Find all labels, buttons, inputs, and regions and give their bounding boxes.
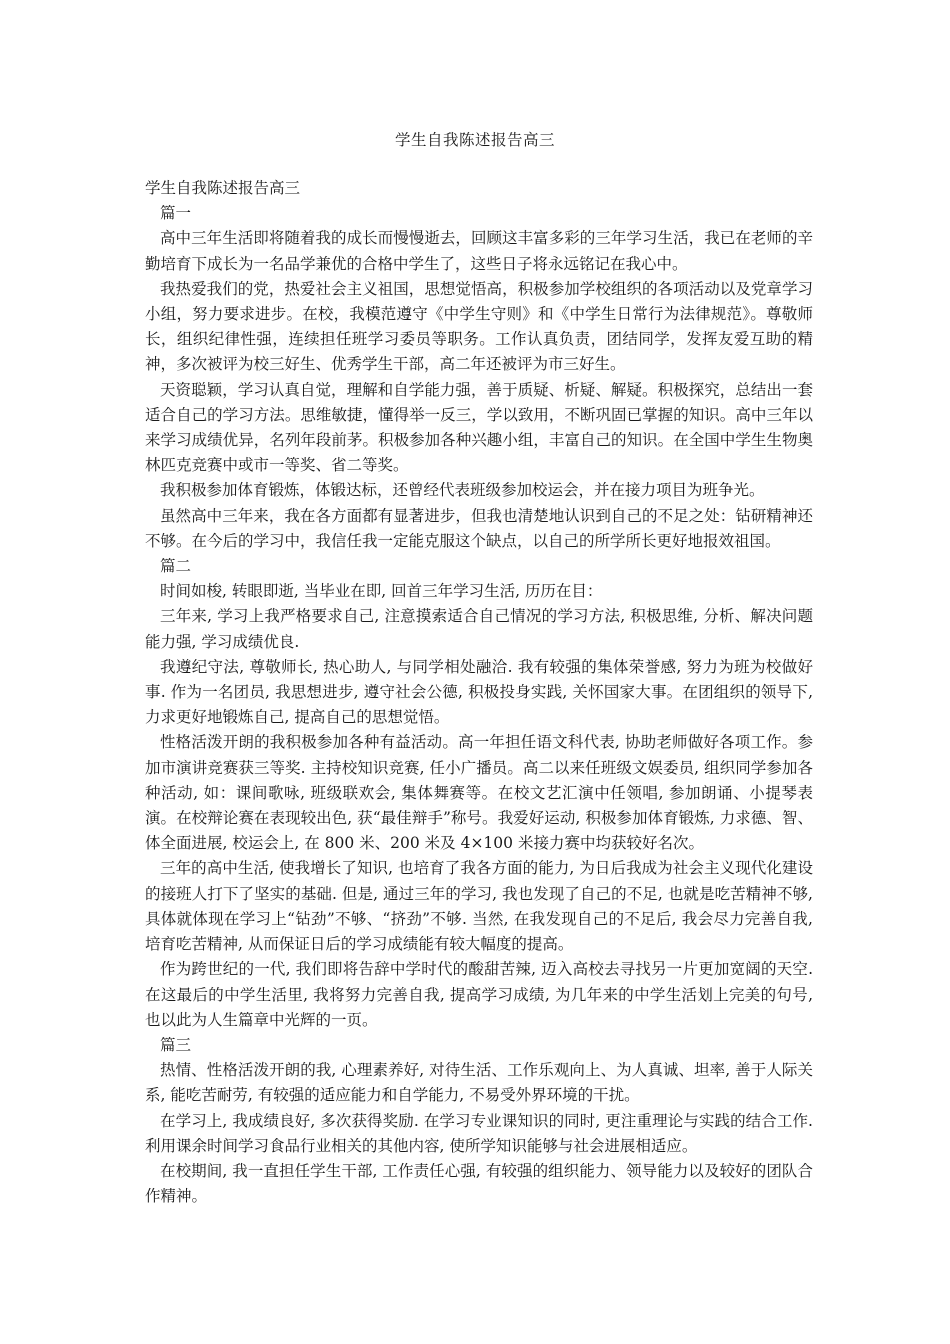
paragraph: 天资聪颖，学习认真自觉，理解和自学能力强，善于质疑、析疑、解疑。积极探究，总结出一套适合自己的学习方法。思维敏捷，懂得举一反三，学以致用，不断巩固已掌握的知识。高中三年以来学习成绩优异，名列年段前茅。积极参加各种兴趣小组，丰富自己的知识。在全国中学生生物奥林匹克竞赛中或市一等奖、省二等奖。 bbox=[145, 380, 813, 475]
paragraph: 三年来, 学习上我严格要求自己, 注意摸索适合自己情况的学习方法, 积极思维, 分析、解决问题能力强, 学习成绩优良. bbox=[145, 607, 813, 651]
document-body bbox=[145, 176, 813, 1209]
document-subtitle: 学生自我陈述报告高三 bbox=[145, 179, 301, 197]
paragraph: 我热爱我们的党，热爱社会主义祖国，思想觉悟高，积极参加学校组织的各项活动以及党章学习小组，努力要求进步。在校，我模范遵守《中学生守则》和《中学生日常行为法律规范》。尊敬师长，组织纪律性强，连续担任班学习委员等职务。工作认真负责，团结同学，发挥友爱互助的精神，多次被评为校三好生、优秀学生干部，高二年还被评为市三好生。 bbox=[145, 279, 813, 374]
section-label-1: 篇一 bbox=[160, 204, 192, 223]
paragraph: 性格活泼开朗的我积极参加各种有益活动。高一年担任语文科代表, 协助老师做好各项工作。参加市演讲竞赛获三等奖. 主持校知识竞赛, 任小广播员。高二以来任班级文娱委员, 组织同学参加各种活动, 如：课间歌咏, 班级联欢会, 集体舞赛等。在校文艺汇演中任领唱, 参加朗诵、小提琴表演。在校辩论赛在表现较出色, 获“最佳辩手”称号。我爱好运动, 积极参加体育锻炼, 力求德、智、体全面进展, 校运会上, 在 800 米、200 米及 4×100 米接力赛中均获较好名次。 bbox=[145, 733, 813, 853]
paragraph: 我遵纪守法, 尊敬师长, 热心助人, 与同学相处融洽. 我有较强的集体荣誉感, 努力为班为校做好事. 作为一名团员, 我思想进步, 遵守社会公德, 积极投身实践, 关怀国家大事。在团组织的领导下, 力求更好地锻炼自己, 提高自己的思想觉悟。 bbox=[145, 657, 813, 727]
paragraph: 三年的高中生活, 使我增长了知识, 也培育了我各方面的能力, 为日后我成为社会主义现代化建设的接班人打下了坚实的基础. 但是, 通过三年的学习, 我也发现了自己的不足, 也就是吃苦精神不够, 具体就体现在学习上“钻劲”不够、“挤劲”不够. 当然, 在我发现自己的不足后, 我会尽力完善自我, 培育吃苦精神, 从而保证日后的学习成绩能有较大幅度的提高。 bbox=[145, 859, 813, 954]
paragraph: 我积极参加体育锻炼，体锻达标，还曾经代表班级参加校运会，并在接力项目为班争光。 bbox=[160, 481, 765, 500]
paragraph: 在学习上, 我成绩良好, 多次获得奖励. 在学习专业课知识的同时, 更注重理论与实践的结合工作. 利用课余时间学习食品行业相关的其他内容, 使所学知识能够与社会进展相适应。 bbox=[145, 1111, 813, 1155]
section-label-2: 篇二 bbox=[160, 557, 192, 576]
paragraph: 作为跨世纪的一代, 我们即将告辞中学时代的酸甜苦辣, 迈入高校去寻找另一片更加宽阔的天空. 在这最后的中学生活里, 我将努力完善自我, 提高学习成绩, 为几年来的中学生活划上完美的句号, 也以此为人生篇章中光辉的一页。 bbox=[145, 960, 813, 1029]
paragraph: 时间如梭, 转眼即逝, 当毕业在即, 回首三年学习生活, 历历在目： bbox=[160, 582, 603, 601]
document-title: 学生自我陈述报告高三 bbox=[394, 131, 555, 149]
paragraph: 热情、性格活泼开朗的我, 心理素养好, 对待生活、工作乐观向上、为人真诚、坦率, 善于人际关系, 能吃苦耐劳, 有较强的适应能力和自学能力, 不易受外界环境的干扰。 bbox=[145, 1061, 813, 1105]
paragraph: 高中三年生活即将随着我的成长而慢慢逝去，回顾这丰富多彩的三年学习生活，我已在老师的辛勤培育下成长为一名品学兼优的合格中学生了，这些日子将永远铭记在我心中。 bbox=[145, 229, 813, 273]
section-label-3: 篇三 bbox=[160, 1035, 192, 1054]
paragraph: 在校期间, 我一直担任学生干部, 工作责任心强, 有较强的组织能力、领导能力以及较好的团队合作精神。 bbox=[145, 1161, 813, 1206]
paragraph: 虽然高中三年来，我在各方面都有显著进步，但我也清楚地认识到自己的不足之处：钻研精神还不够。在今后的学习中，我信任我一定能克服这个缺点，以自己的所学所长更好地报效祖国。 bbox=[145, 506, 813, 550]
